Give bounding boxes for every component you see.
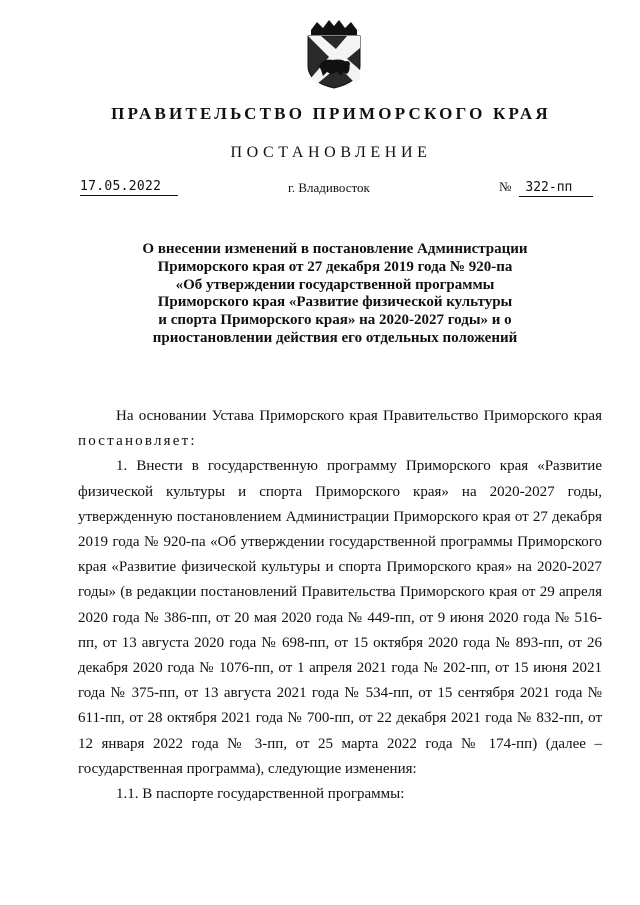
- item-1-1-paragraph: 1.1. В паспорте государственной программы:: [116, 786, 405, 803]
- heading-line: О внесении изменений в постановление Администрации: [142, 241, 528, 257]
- document-number: [499, 179, 593, 197]
- heading-line: приостановлении действия его отдельных положений: [152, 329, 518, 346]
- number-value: 322-пп: [519, 180, 593, 197]
- item-1-paragraph: 1. Внести в государственную программу Приморского края «Развитие физической культуры и спорта Приморского края» на 2020-2027 годы, утвержденную постановлением Администрации Приморского края от 27 декабря 2019 года № 920-па «Об утверждении государственной программы Приморского края «Развитие физической культуры и спорта Приморского края» на 2020-2027 годы» (в редакции постановлений Правительства Приморского края от 29 апреля 2020 года № 386-пп, от 20 мая 2020 года № 449-пп, от 9 июня 2020 года № 516-пп, от 13 августа 2020 года № 698-пп, от 15 октября 2020 года № 893-пп, от 26 декабря 2020 года № 1076-пп, от 1 апреля 2021 года № 202-пп, от 15 июня 2021 года № 375-пп, от 13 августа 2021 года № 534-пп, от 15 сентября 2021 года № 611-пп, от 28 октября 2021 года № 700-пп, от 22 декабря 2021 года № 832-пп, от 12 января 2022 года № 3-пп, от 25 марта 2022 года № 174-пп) (далее – государственная программа), следующие изменения:: [78, 458, 602, 777]
- intro-paragraph: [78, 404, 602, 454]
- number-sign: №: [499, 179, 512, 194]
- heading-line: и спорта Приморского края» на 2020-2027 годы» и о: [158, 312, 512, 329]
- document-city: г. Владивосток: [288, 180, 370, 195]
- heading-line: «Об утверждении государственной программы: [175, 276, 495, 293]
- coat-of-arms-icon: [303, 20, 365, 90]
- resolves-word: постановляет:: [78, 433, 197, 450]
- document-type: ПОСТАНОВЛЕНИЕ: [230, 144, 432, 161]
- document-heading: [120, 241, 550, 348]
- heading-line: Приморского края от 27 декабря 2019 года № 920-па: [157, 258, 513, 275]
- intro-text: На основании Устава Приморского края Правительство Приморского края: [116, 408, 602, 424]
- document-body: [78, 404, 602, 807]
- document-date: 17.05.2022: [80, 179, 178, 196]
- heading-line: Приморского края «Развитие физической культуры: [157, 294, 513, 311]
- government-title: ПРАВИТЕЛЬСТВО ПРИМОРСКОГО КРАЯ: [111, 104, 551, 123]
